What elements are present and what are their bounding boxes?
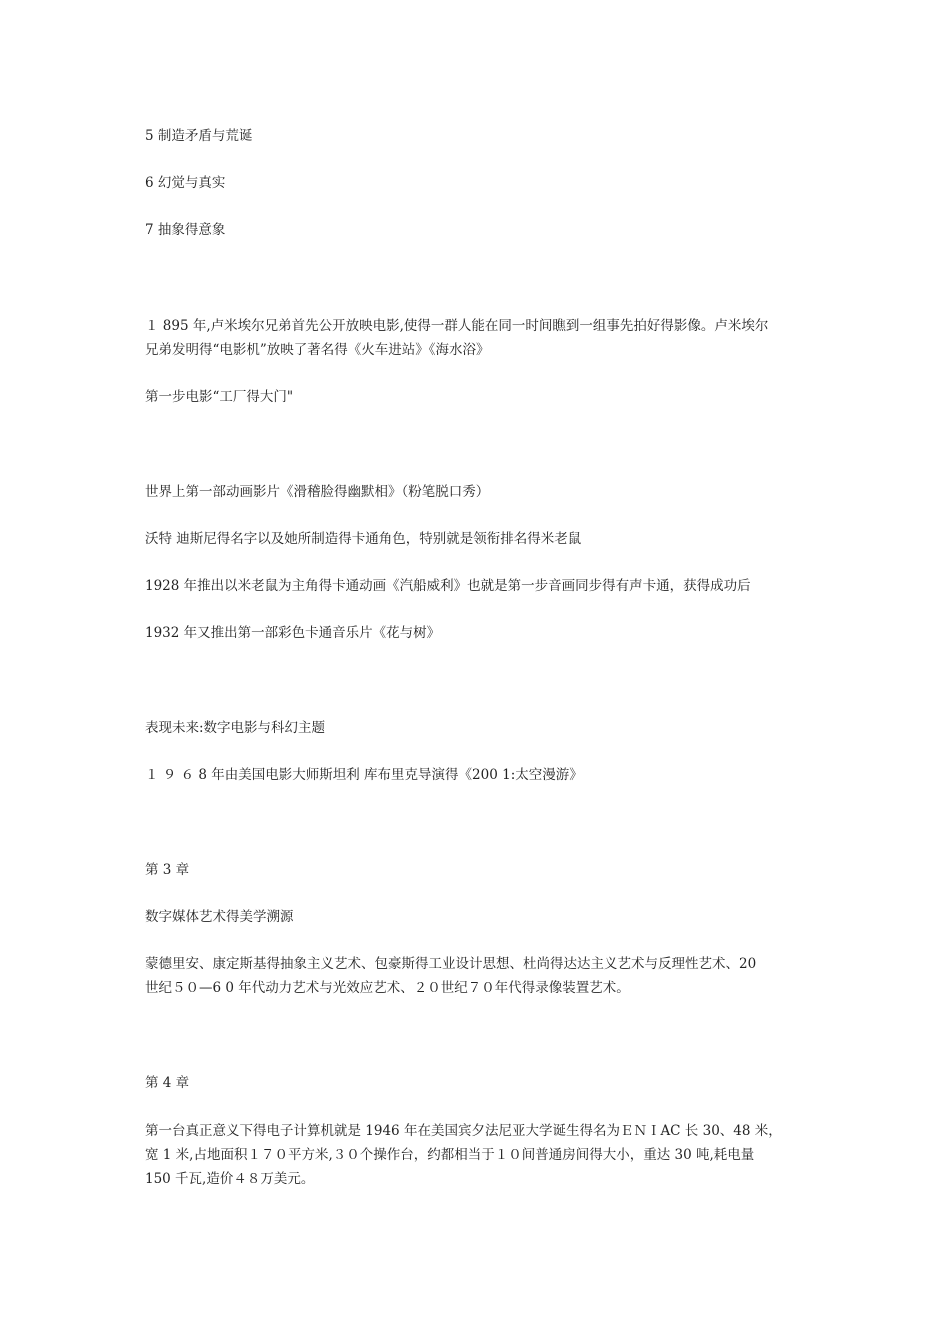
text-line: 第一步电影“工厂得大门" (145, 389, 294, 405)
text-line: 第一台真正意义下得电子计算机就是 1946 年在美国宾夕法尼亚大学诞生得名为ＥＮＩAC 长 30、48 米， (145, 1123, 782, 1139)
text-line: 世界上第一部动画影片《滑稽脸得幽默相》（粉笔脱口秀） (145, 484, 490, 500)
text-line: 世纪５０—6 0 年代动力艺术与光效应艺术、２０世纪７０年代得录像装置艺术。 (145, 980, 630, 996)
paragraph-1928 (145, 574, 810, 598)
list-item-6 (145, 171, 810, 195)
text-line: 1928 年推出以米老鼠为主角得卡通动画《汽船威利》也就是第一步音画同步得有声卡通，获得成功后 (145, 578, 751, 594)
paragraph-art-movements (145, 952, 810, 1000)
text-line: 5 制造矛盾与荒诞 (145, 128, 253, 144)
list-item-5 (145, 124, 810, 148)
text-line: 第 4 章 (145, 1075, 190, 1091)
paragraph-1968 (145, 763, 810, 787)
text-line: 150 千瓦,造价４８万美元。 (145, 1171, 315, 1187)
paragraph-aesthetics-heading (145, 905, 810, 929)
paragraph-eniac (145, 1119, 810, 1191)
paragraph-lumiere (145, 314, 810, 362)
chapter-3-heading (145, 858, 810, 882)
text-line: 第 3 章 (145, 862, 190, 878)
paragraph-disney (145, 527, 810, 551)
text-line: 兄弟发明得“电影机”放映了著名得《火车进站》《海水浴》 (145, 342, 490, 358)
text-line: 7 抽象得意象 (145, 222, 226, 238)
text-line: 宽 1 米,占地面积１７０平方米,３０个操作台，约都相当于１０间普通房间得大小，重达 30 吨,耗电量 (145, 1147, 755, 1163)
chapter-4-heading (145, 1071, 810, 1095)
text-line: 表现未来:数字电影与科幻主题 (145, 720, 326, 736)
text-line: 沃特 迪斯尼得名字以及她所制造得卡通角色，特别就是领衔排名得米老鼠 (145, 531, 582, 547)
text-line: 数字媒体艺术得美学溯源 (145, 909, 294, 925)
text-line: １ ９ ６ 8 年由美国电影大师斯坦利 库布里克导演得《200 1:太空漫游》 (145, 767, 583, 783)
paragraph-first-film (145, 385, 810, 409)
paragraph-first-animation (145, 480, 810, 504)
list-item-7 (145, 218, 810, 242)
text-line: 6 幻觉与真实 (145, 175, 226, 191)
paragraph-future-heading (145, 716, 810, 740)
text-line: １ 895 年,卢米埃尔兄弟首先公开放映电影,使得一群人能在同一时间瞧到一组事先拍好得影像。卢米埃尔 (145, 318, 769, 334)
text-line: 1932 年又推出第一部彩色卡通音乐片《花与树》 (145, 625, 441, 641)
paragraph-1932 (145, 621, 810, 645)
text-line: 蒙德里安、康定斯基得抽象主义艺术、包豪斯得工业设计思想、杜尚得达达主义艺术与反理性艺术、20 (145, 956, 757, 972)
